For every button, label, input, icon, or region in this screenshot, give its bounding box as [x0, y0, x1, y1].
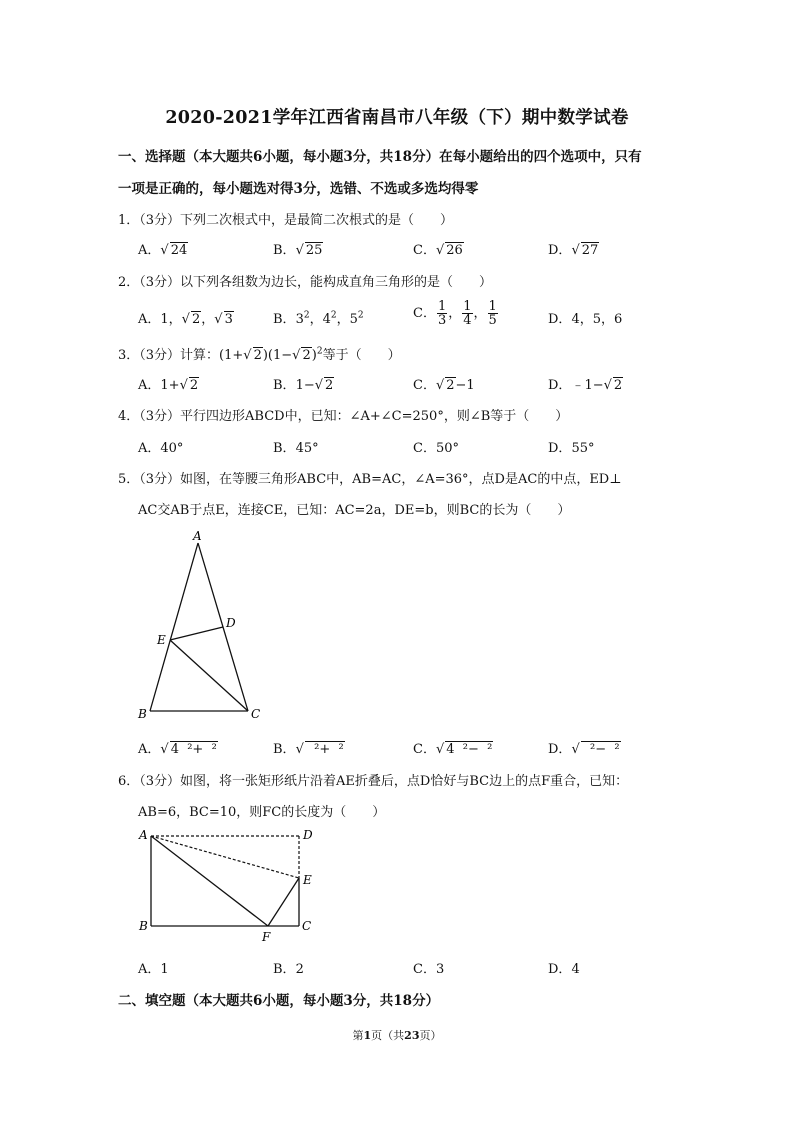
q1-option-c: C．√ 26 [413, 243, 463, 258]
q2-option-d: D．4，5，6 [548, 312, 623, 327]
q4-option-a: A．40° [138, 441, 184, 456]
segment-ec [170, 640, 248, 711]
q6-option-b: B．2 [273, 962, 304, 977]
question-6-line1: 6．（3分）如图，将一张矩形纸片沿着AE折叠后，点D恰好与BC边上的点F重合，已知： [118, 774, 629, 789]
label-d: D [303, 828, 313, 842]
label-c: C [302, 919, 312, 933]
q3-option-b: B．1−√ 2 [273, 378, 334, 393]
q6-option-a: A．1 [138, 962, 169, 977]
label-b: B [139, 919, 148, 933]
q2-option-b: B．$3^2$，$4^2$，$5^2$ [273, 310, 364, 327]
question-1-stem: 1．（3分）下列二次根式中，是最简二次根式的是（ ） [118, 213, 454, 228]
q5-option-b: B．√ ²+ ² [273, 742, 344, 757]
label-c: C [251, 707, 261, 721]
q4-option-b: B．45° [273, 441, 319, 456]
fold-line-ae [151, 836, 299, 878]
page-title: 2020-2021学年江西省南昌市八年级（下）期中数学试卷 [165, 108, 629, 128]
question-5-line1: 5．（3分）如图，在等腰三角形ABC中，AB=AC，∠A=36°，点D是AC的中点，ED⊥ [118, 472, 622, 487]
label-f: F [262, 930, 271, 944]
question-5-line2: AC交AB于点E，连接CE，已知：AC=2a，DE=b，则BC的长为（ ） [138, 503, 571, 518]
question-4-stem: 4．（3分）平行四边形ABCD中，已知：∠A+∠C=250°，则∠B等于（ ） [118, 409, 569, 424]
label-b: B [138, 707, 147, 721]
q3-option-a: A．1+√ 2 [138, 378, 199, 393]
question-6-line2: AB=6，BC=10，则FC的长度为（ ） [138, 805, 386, 820]
segment-af [151, 836, 268, 926]
q4-option-d: D．55° [548, 441, 595, 456]
label-e: E [157, 633, 166, 647]
q2-option-c: C． $\frac{1}{3}$ ， $\frac{1}{4}$ ， $\frac{1}{5}$ [413, 299, 497, 328]
label-a: A [193, 529, 202, 543]
question-3-stem: 3．（3分）计算：(1+√ 2)(1−√ 2)$^2$等于（ ） [118, 346, 401, 363]
q5-option-d: D．√ ²− ² [548, 742, 620, 757]
q1-option-b: B．√ 25 [273, 243, 323, 258]
q5-triangle-figure [130, 528, 270, 724]
q6-rectangle-figure [136, 824, 326, 946]
q3-option-c: C．√ 2−1 [413, 378, 475, 393]
section1-header-line1: 一、选择题（本大题共6小题，每小题3分，共18分）在每小题给出的四个选项中，只有 [118, 149, 642, 165]
question-2-stem: 2．（3分）以下列各组数为边长，能构成直角三角形的是（ ） [118, 275, 493, 290]
q6-option-c: C．3 [413, 962, 445, 977]
label-d: D [226, 616, 236, 630]
segment-ed [170, 627, 223, 640]
q5-option-a: A．√ 4 ²+ ² [138, 742, 217, 757]
label-a: A [139, 828, 148, 842]
label-e: E [303, 873, 312, 887]
q4-option-c: C．50° [413, 441, 459, 456]
page-footer: 第1页（共23页） [352, 1029, 442, 1042]
side-ab [150, 543, 198, 711]
q2-option-a: A．1，√ 2，√ 3 [138, 312, 233, 327]
q1-option-d: D．√ 27 [548, 243, 599, 258]
q3-option-d: D．﹣1−√ 2 [548, 378, 623, 393]
q1-option-a: A．√ 24 [138, 243, 188, 258]
section2-header: 二、填空题（本大题共6小题，每小题3分，共18分） [118, 993, 440, 1009]
q5-option-c: C．√ 4 ²− ² [413, 742, 493, 757]
section1-header-line2: 一项是正确的，每小题选对得3分，选错、不选或多选均得零 [118, 181, 479, 197]
segment-fe [268, 878, 299, 926]
q6-option-d: D．4 [548, 962, 580, 977]
